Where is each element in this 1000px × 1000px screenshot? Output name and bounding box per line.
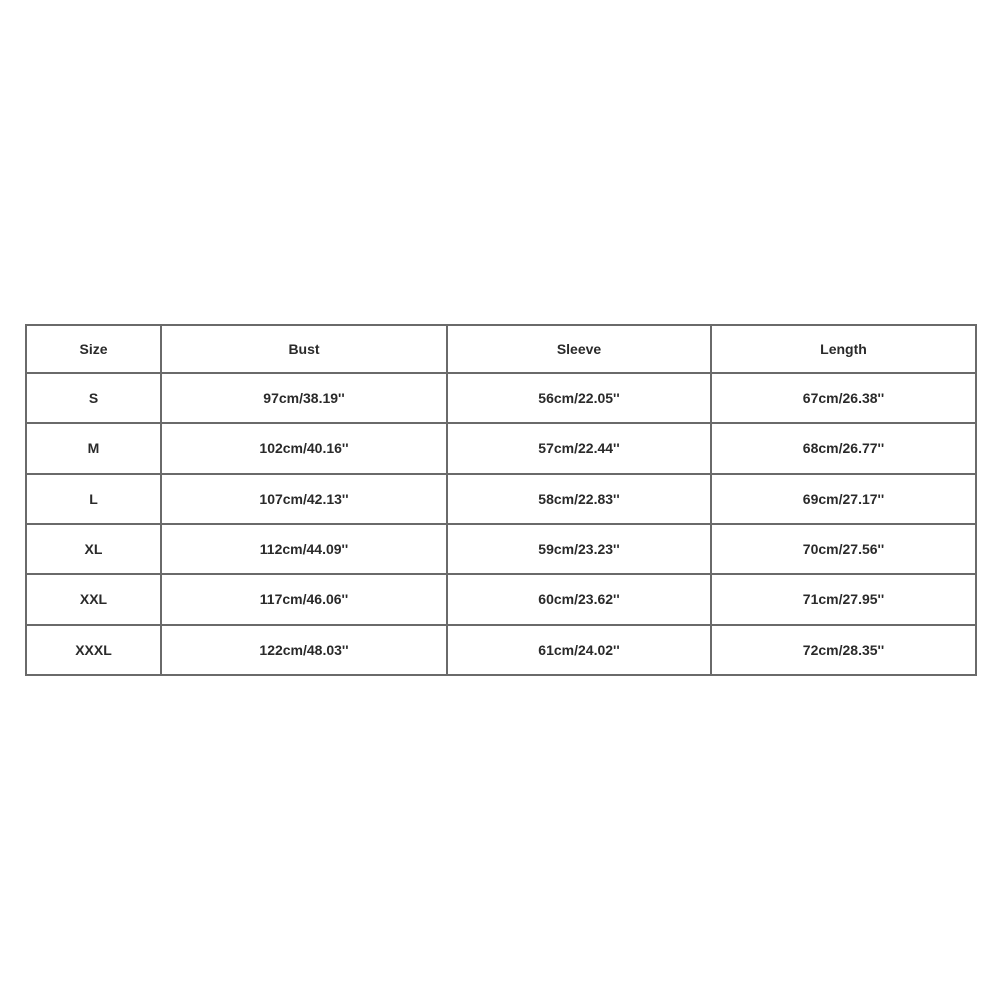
size-chart-table [25, 324, 977, 676]
cell-length: 67cm/26.38'' [711, 373, 976, 423]
cell-size: XL [26, 524, 161, 574]
cell-bust: 122cm/48.03'' [161, 625, 447, 675]
cell-bust: 107cm/42.13'' [161, 474, 447, 524]
table-header-row [26, 325, 976, 373]
cell-bust: 117cm/46.06'' [161, 574, 447, 624]
table-row [26, 373, 976, 423]
header-length: Length [711, 325, 976, 373]
cell-sleeve: 59cm/23.23'' [447, 524, 711, 574]
cell-size: S [26, 373, 161, 423]
cell-size: XXXL [26, 625, 161, 675]
cell-sleeve: 56cm/22.05'' [447, 373, 711, 423]
cell-size: L [26, 474, 161, 524]
cell-length: 72cm/28.35'' [711, 625, 976, 675]
cell-sleeve: 57cm/22.44'' [447, 423, 711, 473]
cell-bust: 102cm/40.16'' [161, 423, 447, 473]
cell-sleeve: 58cm/22.83'' [447, 474, 711, 524]
table-row [26, 625, 976, 675]
cell-sleeve: 61cm/24.02'' [447, 625, 711, 675]
table-row [26, 474, 976, 524]
cell-size: XXL [26, 574, 161, 624]
cell-length: 69cm/27.17'' [711, 474, 976, 524]
table-row [26, 423, 976, 473]
cell-length: 70cm/27.56'' [711, 524, 976, 574]
cell-bust: 97cm/38.19'' [161, 373, 447, 423]
cell-length: 68cm/26.77'' [711, 423, 976, 473]
cell-sleeve: 60cm/23.62'' [447, 574, 711, 624]
table-row [26, 524, 976, 574]
table-row [26, 574, 976, 624]
cell-bust: 112cm/44.09'' [161, 524, 447, 574]
header-size: Size [26, 325, 161, 373]
cell-size: M [26, 423, 161, 473]
header-bust: Bust [161, 325, 447, 373]
header-sleeve: Sleeve [447, 325, 711, 373]
cell-length: 71cm/27.95'' [711, 574, 976, 624]
